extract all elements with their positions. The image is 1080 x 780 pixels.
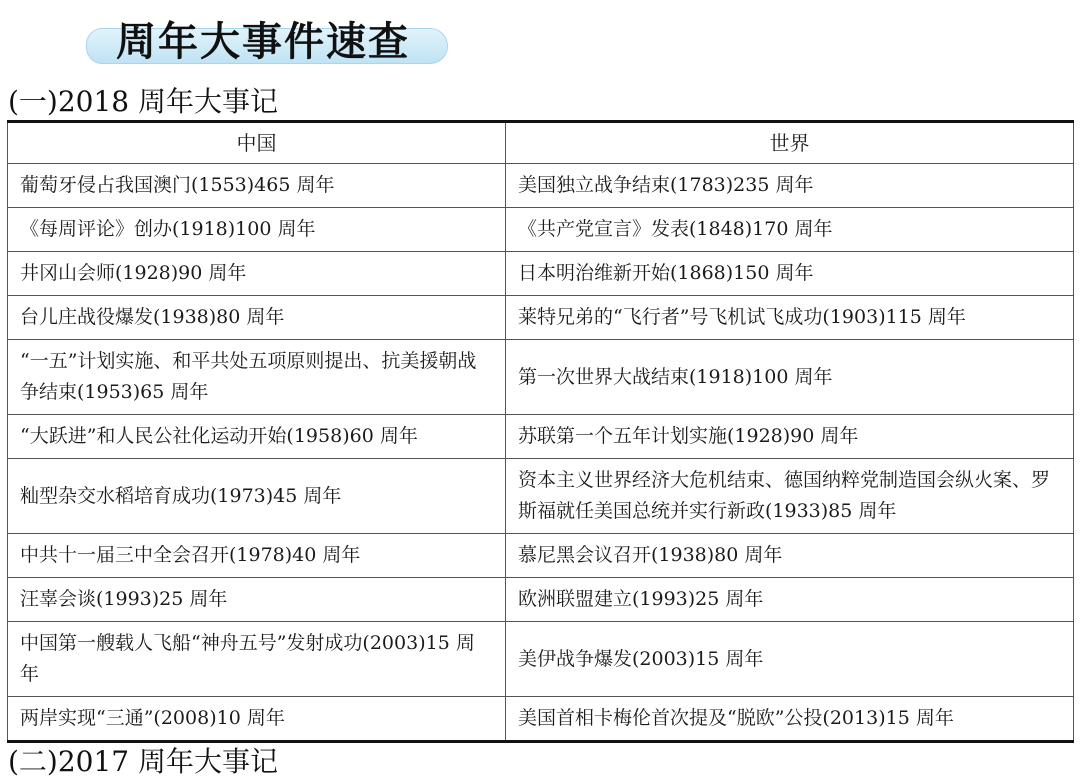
column-header-china: 中国 (8, 122, 506, 164)
table-header-row (8, 122, 1074, 164)
china-event-cell: 中国第一艘载人飞船“神舟五号”发射成功(2003)15 周年 (8, 622, 506, 697)
table-row (8, 697, 1074, 742)
world-event-cell: 日本明治维新开始(1868)150 周年 (506, 252, 1074, 296)
world-event-cell: 慕尼黑会议召开(1938)80 周年 (506, 534, 1074, 578)
page-title: 周年大事件速查 (116, 19, 410, 65)
world-event-cell: 美伊战争爆发(2003)15 周年 (506, 622, 1074, 697)
china-event-cell: 《每周评论》创办(1918)100 周年 (8, 208, 506, 252)
table-row (8, 578, 1074, 622)
china-event-cell: 台儿庄战役爆发(1938)80 周年 (8, 296, 506, 340)
table-row (8, 459, 1074, 534)
world-event-cell: 《共产党宣言》发表(1848)170 周年 (506, 208, 1074, 252)
world-event-cell: 美国首相卡梅伦首次提及“脱欧”公投(2013)15 周年 (506, 697, 1074, 742)
table-row (8, 164, 1074, 208)
table-row (8, 415, 1074, 459)
table-row (8, 534, 1074, 578)
table-row (8, 340, 1074, 415)
table-row (8, 622, 1074, 697)
china-event-cell: 籼型杂交水稻培育成功(1973)45 周年 (8, 459, 506, 534)
china-event-cell: 葡萄牙侵占我国澳门(1553)465 周年 (8, 164, 506, 208)
table-row (8, 208, 1074, 252)
world-event-cell: 欧洲联盟建立(1993)25 周年 (506, 578, 1074, 622)
china-event-cell: “一五”计划实施、和平共处五项原则提出、抗美援朝战争结束(1953)65 周年 (8, 340, 506, 415)
anniversary-table (7, 120, 1074, 743)
world-event-cell: 第一次世界大战结束(1918)100 周年 (506, 340, 1074, 415)
china-event-cell: 井冈山会师(1928)90 周年 (8, 252, 506, 296)
table-row (8, 296, 1074, 340)
section-heading-2018: (一)2018 周年大事记 (8, 85, 279, 118)
world-event-cell: 资本主义世界经济大危机结束、德国纳粹党制造国会纵火案、罗斯福就任美国总统并实行新政(1933)85 周年 (506, 459, 1074, 534)
china-event-cell: 汪辜会谈(1993)25 周年 (8, 578, 506, 622)
china-event-cell: “大跃进”和人民公社化运动开始(1958)60 周年 (8, 415, 506, 459)
section-heading-2017: (二)2017 周年大事记 (8, 745, 279, 778)
world-event-cell: 苏联第一个五年计划实施(1928)90 周年 (506, 415, 1074, 459)
world-event-cell: 莱特兄弟的“飞行者”号飞机试飞成功(1903)115 周年 (506, 296, 1074, 340)
world-event-cell: 美国独立战争结束(1783)235 周年 (506, 164, 1074, 208)
table-row (8, 252, 1074, 296)
title-banner (86, 8, 448, 64)
column-header-world: 世界 (506, 122, 1074, 164)
china-event-cell: 中共十一届三中全会召开(1978)40 周年 (8, 534, 506, 578)
china-event-cell: 两岸实现“三通”(2008)10 周年 (8, 697, 506, 742)
